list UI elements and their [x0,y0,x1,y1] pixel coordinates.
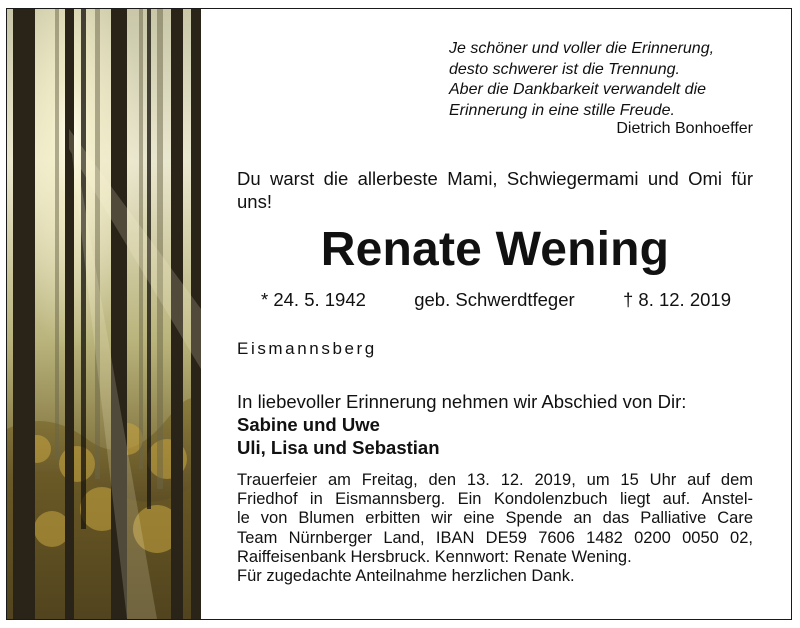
info-line: Raiffeisenbank Hersbruck. Kennwort: Renate Wening. [237,547,632,566]
quote-line: Erinnerung in eine stille Freude. [449,101,675,119]
farewell [237,390,686,459]
info-line: Friedhof in Eismannsberg. Ein Kondolenzbuch liegt auf. Anstel- [237,490,753,509]
deceased-name: Renate Wening [320,223,670,276]
funeral-info [237,471,753,586]
obituary-notice [6,8,792,620]
death-date: † 8. 12. 2019 [622,289,731,310]
birth-date: * 24. 5. 1942 [261,289,366,310]
quote-author: Dietrich Bonhoeffer [616,120,753,137]
dedication: Du warst die allerbeste Mami, Schwiegermami und Omi für uns! [237,168,753,212]
notice-text [237,9,759,619]
quote-line: Je schöner und voller die Erinnerung, [449,40,715,57]
quote-line: desto schwerer ist die Trennung. [449,60,680,78]
mourner: Sabine und Uwe [237,414,380,435]
quote-line: Aber die Dankbarkeit verwandelt die [449,81,707,98]
farewell-intro: In liebevoller Erinnerung nehmen wir Abschied von Dir: [237,391,687,412]
maiden-name: geb. Schwerdtfeger [414,289,575,310]
info-line: Trauerfeier am Freitag, den 13. 12. 2019, um 15 Uhr auf dem [237,471,753,489]
place: Eismannsberg [237,339,377,358]
forest-photo [7,9,201,619]
mourner: Uli, Lisa und Sebastian [237,437,440,458]
life-dates [261,289,731,311]
quote [449,39,767,121]
info-line: le von Blumen erbitten wir eine Spende an das Palliative Care [237,509,753,528]
info-line: Team Nürnberger Land, IBAN DE59 7606 1482 0200 0050 02, [237,528,753,547]
info-line: Für zugedachte Anteilnahme herzlichen Dank. [237,567,575,586]
